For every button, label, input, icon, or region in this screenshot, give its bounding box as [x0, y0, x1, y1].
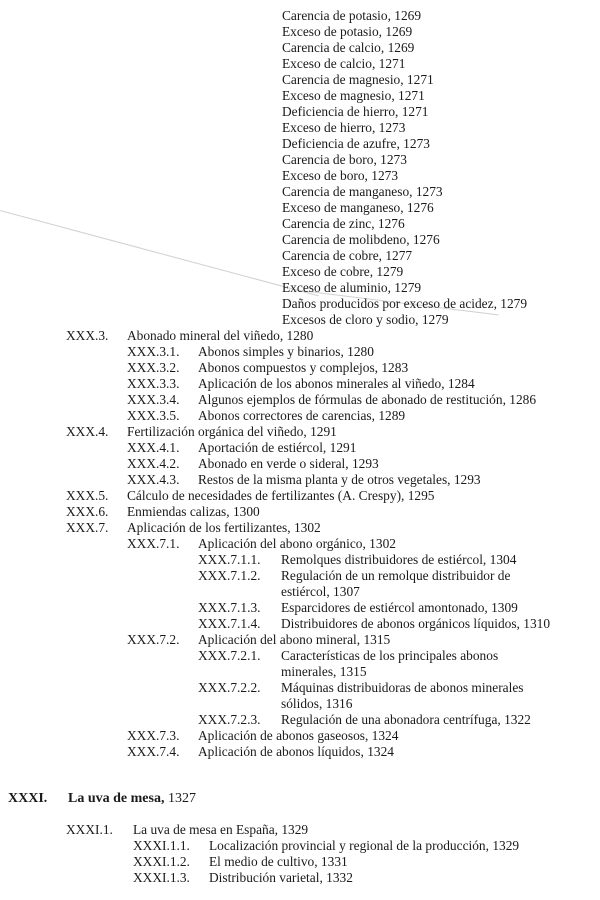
toc-entry: Exceso de calcio, 1271 [282, 56, 406, 71]
section-title: Fertilización orgánica del viñedo, 1291 [127, 424, 337, 439]
toc-entry: Deficiencia de hierro, 1271 [282, 104, 429, 119]
subsection-title: Abonado en verde o sideral, 1293 [198, 456, 379, 471]
subsubsection-title: Esparcidores de estiércol amontonado, 1309 [281, 600, 518, 615]
section-title: La uva de mesa en España, 1329 [133, 822, 309, 837]
toc-entry: Exceso de magnesio, 1271 [282, 88, 425, 103]
section-number: XXX.5. [66, 488, 109, 503]
subsection-title: Abonos simples y binarios, 1280 [198, 344, 374, 359]
subsection-title: Aplicación del abono orgánico, 1302 [198, 536, 396, 551]
section-title: Enmiendas calizas, 1300 [127, 504, 260, 519]
toc-entry: Exceso de cobre, 1279 [282, 264, 404, 279]
subsection-number: XXX.7.2. [127, 632, 180, 647]
subsubsection-title: Máquinas distribuidoras de abonos minerales [281, 680, 524, 695]
subsection-number: XXX.7.4. [127, 744, 180, 759]
subsection-title: Restos de la misma planta y de otros vegetales, 1293 [198, 472, 481, 487]
subsubsection-title-cont: sólidos, 1316 [281, 696, 353, 711]
subsection-title: Localización provincial y regional de la producción, 1329 [209, 838, 520, 853]
section-title: Cálculo de necesidades de fertilizantes (A. Crespy), 1295 [127, 488, 435, 503]
subsection-title: El medio de cultivo, 1331 [209, 854, 348, 869]
subsubsection-number: XXX.7.2.1. [198, 648, 261, 663]
subsection-number: XXXI.1.2. [133, 854, 190, 869]
subsection-number: XXX.3.3. [127, 376, 180, 391]
subsection-number: XXX.4.3. [127, 472, 180, 487]
subsubsection-title-cont: estiércol, 1307 [281, 584, 360, 599]
section-number: XXX.6. [66, 504, 109, 519]
chapter-heading [68, 791, 196, 807]
subsection-title: Aplicación del abono mineral, 1315 [198, 632, 391, 647]
subsubsection-title: Distribuidores de abonos orgánicos líquidos, 1310 [281, 616, 551, 631]
subsection-number: XXX.3.2. [127, 360, 180, 375]
toc-entry: Exceso de manganeso, 1276 [282, 200, 434, 215]
subsubsection-title: Remolques distribuidores de estiércol, 1304 [281, 552, 517, 567]
subsection-title: Algunos ejemplos de fórmulas de abonado de restitución, 1286 [198, 392, 537, 407]
section-title: Abonado mineral del viñedo, 1280 [127, 328, 314, 343]
toc-entry: Carencia de boro, 1273 [282, 152, 407, 167]
subsection-number: XXXI.1.1. [133, 838, 190, 853]
section-number: XXX.4. [66, 424, 109, 439]
toc-entry: Carencia de zinc, 1276 [282, 216, 405, 231]
subsection-number: XXX.7.1. [127, 536, 180, 551]
toc-entry: Carencia de manganeso, 1273 [282, 184, 443, 199]
subsection-title: Aportación de estiércol, 1291 [198, 440, 357, 455]
toc-entry: Carencia de potasio, 1269 [282, 8, 422, 23]
subsection-number: XXX.3.5. [127, 408, 180, 423]
toc-entry: Daños producidos por exceso de acidez, 1279 [282, 296, 528, 311]
subsection-number: XXX.3.4. [127, 392, 180, 407]
subsection-title: Aplicación de abonos líquidos, 1324 [198, 744, 394, 759]
subsubsection-number: XXX.7.1.4. [198, 616, 261, 631]
chapter-number: XXXI. [8, 791, 48, 806]
section-number: XXX.7. [66, 520, 109, 535]
scan-stroke [0, 210, 319, 296]
subsubsection-number: XXX.7.1.3. [198, 600, 261, 615]
toc-entry: Exceso de aluminio, 1279 [282, 280, 422, 295]
subsection-number: XXX.3.1. [127, 344, 180, 359]
subsubsection-title-cont: minerales, 1315 [281, 664, 367, 679]
subsection-number: XXXI.1.3. [133, 870, 190, 885]
subsubsection-number: XXX.7.1.1. [198, 552, 261, 567]
subsection-title: Aplicación de abonos gaseosos, 1324 [198, 728, 399, 743]
subsection-title: Distribución varietal, 1332 [209, 870, 353, 885]
subsection-number: XXX.4.2. [127, 456, 180, 471]
section-title: Aplicación de los fertilizantes, 1302 [127, 520, 321, 535]
toc-entry: Carencia de calcio, 1269 [282, 40, 415, 55]
subsubsection-title: Regulación de un remolque distribuidor de [281, 568, 511, 583]
toc-entry: Carencia de cobre, 1277 [282, 248, 413, 263]
toc-entry: Carencia de magnesio, 1271 [282, 72, 434, 87]
toc-entry: Exceso de boro, 1273 [282, 168, 399, 183]
subsubsection-title: Regulación de una abonadora centrífuga, 1322 [281, 712, 531, 727]
chapter-page: 1327 [164, 791, 196, 806]
section-number: XXXI.1. [66, 822, 113, 837]
toc-entry: Exceso de hierro, 1273 [282, 120, 406, 135]
toc-entry: Excesos de cloro y sodio, 1279 [282, 312, 449, 327]
subsection-title: Aplicación de los abonos minerales al viñedo, 1284 [198, 376, 475, 391]
section-number: XXX.3. [66, 328, 109, 343]
subsubsection-number: XXX.7.1.2. [198, 568, 261, 583]
subsection-number: XXX.4.1. [127, 440, 180, 455]
toc-entry: Exceso de potasio, 1269 [282, 24, 413, 39]
chapter-title: La uva de mesa, [68, 791, 165, 806]
subsection-title: Abonos compuestos y complejos, 1283 [198, 360, 409, 375]
subsubsection-title: Características de los principales abonos [281, 648, 499, 663]
toc-entry: Deficiencia de azufre, 1273 [282, 136, 430, 151]
subsubsection-number: XXX.7.2.2. [198, 680, 261, 695]
subsubsection-number: XXX.7.2.3. [198, 712, 261, 727]
subsection-number: XXX.7.3. [127, 728, 180, 743]
toc-entry: Carencia de molibdeno, 1276 [282, 232, 440, 247]
subsection-title: Abonos correctores de carencias, 1289 [198, 408, 406, 423]
